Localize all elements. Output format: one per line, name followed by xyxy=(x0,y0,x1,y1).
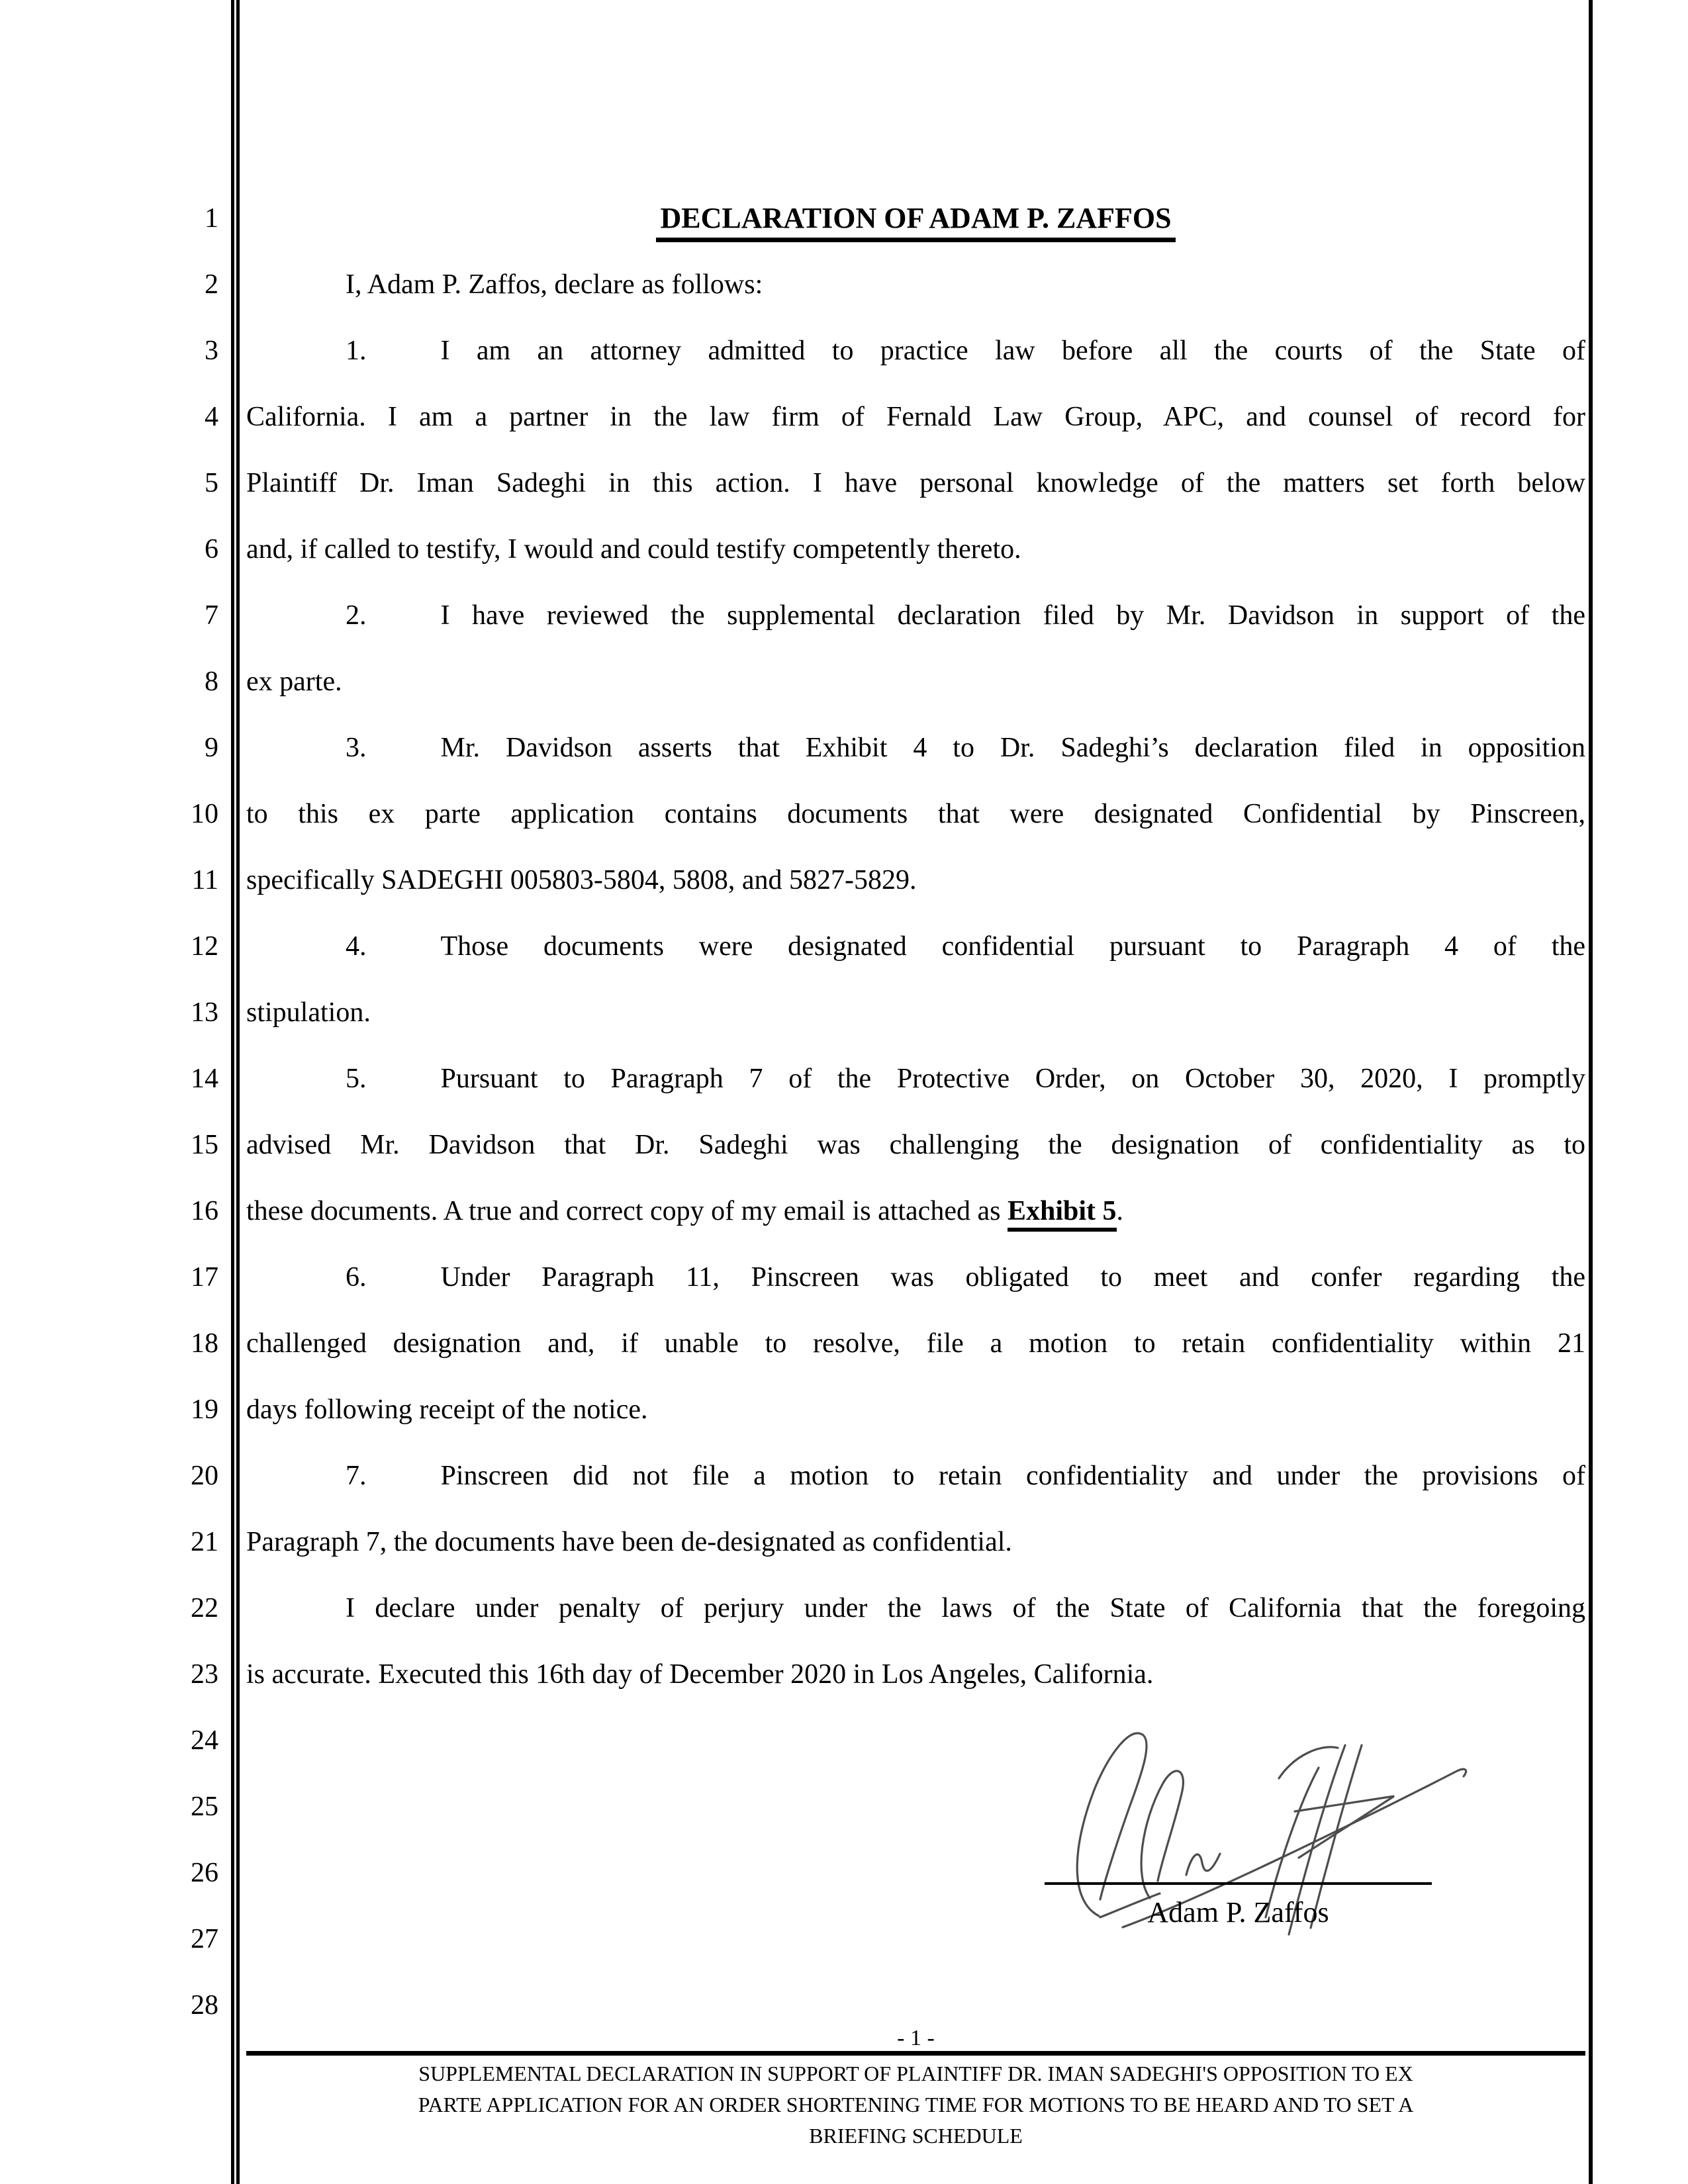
body-line xyxy=(246,1112,1585,1178)
line-number: 19 xyxy=(191,1394,218,1425)
text-segment: advised Mr. Davidson that Dr. Sadeghi was challenging the designation of confidentiality as to xyxy=(246,1130,1585,1160)
body-line xyxy=(246,1244,1585,1310)
body-line xyxy=(246,781,1585,847)
text-segment: Pursuant to Paragraph 7 of the Protective Order, on October 30, 2020, I promptly xyxy=(440,1064,1585,1094)
paragraph-number: 4. xyxy=(346,931,367,962)
body-line xyxy=(246,582,1585,649)
line-number: 25 xyxy=(191,1792,218,1822)
text-segment: Mr. Davidson asserts that Exhibit 4 to Dr. Sadeghi’s declaration filed in opposition xyxy=(440,733,1585,763)
right-rule xyxy=(1589,0,1593,2184)
body-line xyxy=(246,649,1585,715)
paragraph-number: 5. xyxy=(346,1064,367,1094)
body-line xyxy=(246,516,1585,582)
line-number: 17 xyxy=(191,1262,218,1293)
footer-title-line: BRIEFING SCHEDULE xyxy=(809,2124,1023,2148)
signature-name: Adam P. Zaffos xyxy=(1147,1896,1329,1929)
footer-title-line: PARTE APPLICATION FOR AN ORDER SHORTENING TIME FOR MOTIONS TO BE HEARD AND TO SET A xyxy=(418,2093,1414,2116)
footer-rule xyxy=(246,2051,1585,2056)
text-segment: I have reviewed the supplemental declaration filed by Mr. Davidson in support of the xyxy=(440,600,1585,631)
line-number: 5 xyxy=(205,468,218,498)
line-number: 7 xyxy=(205,600,218,631)
body-line xyxy=(246,384,1585,450)
line-number: 11 xyxy=(191,865,218,895)
line-number: 20 xyxy=(191,1461,218,1491)
line-number: 23 xyxy=(191,1659,218,1690)
body-line xyxy=(246,1443,1585,1509)
line-number: 22 xyxy=(191,1593,218,1623)
body-line xyxy=(246,1509,1585,1575)
line-number: 4 xyxy=(205,402,218,432)
body-line xyxy=(246,847,1585,913)
line-number: 6 xyxy=(205,534,218,565)
body-line xyxy=(246,318,1585,384)
text-segment: specifically SADEGHI 005803-5804, 5808, and 5827-5829. xyxy=(246,865,917,895)
text-segment: I am an attorney admitted to practice law before all the courts of the State of xyxy=(440,336,1585,366)
line-number: 15 xyxy=(191,1130,218,1160)
line-number: 18 xyxy=(191,1328,218,1359)
text-segment: I declare under penalty of perjury under the laws of the State of California that the foregoing xyxy=(346,1593,1585,1623)
line-number: 13 xyxy=(191,997,218,1028)
line-number: 3 xyxy=(205,336,218,366)
footer-title xyxy=(246,2058,1585,2152)
text-segment: days following receipt of the notice. xyxy=(246,1394,648,1425)
paragraph-number: 3. xyxy=(346,733,367,763)
line-number: 26 xyxy=(191,1858,218,1888)
line-number: 28 xyxy=(191,1990,218,2021)
body-line xyxy=(246,1178,1585,1244)
text-segment: I, Adam P. Zaffos, declare as follows: xyxy=(346,269,763,300)
page-number: - 1 - xyxy=(897,2026,935,2050)
line-number: 9 xyxy=(205,733,218,763)
body-line xyxy=(246,715,1585,781)
text-segment: Paragraph 7, the documents have been de-designated as confidential. xyxy=(246,1527,1012,1557)
left-double-rule xyxy=(231,0,240,2184)
line-number: 27 xyxy=(191,1924,218,1954)
paragraph-number: 7. xyxy=(346,1461,367,1491)
text-segment: California. I am a partner in the law firm of Fernald Law Group, APC, and counsel of record for xyxy=(246,402,1585,432)
text-segment: stipulation. xyxy=(246,997,371,1028)
paragraph-number: 6. xyxy=(346,1262,367,1293)
line-number: 21 xyxy=(191,1527,218,1557)
body-line xyxy=(246,913,1585,979)
text-segment: Under Paragraph 11, Pinscreen was obligated to meet and confer regarding the xyxy=(440,1262,1585,1293)
body-line xyxy=(246,1310,1585,1377)
line-number: 10 xyxy=(191,799,218,829)
line-number: 24 xyxy=(191,1725,218,1756)
body-line xyxy=(246,1046,1585,1112)
text-segment: Pinscreen did not file a motion to retain confidentiality and under the provisions of xyxy=(440,1461,1585,1491)
text-segment: to this ex parte application contains documents that were designated Confidential by Pinscreen, xyxy=(246,799,1585,829)
document-title-text: DECLARATION OF ADAM P. ZAFFOS xyxy=(656,202,1175,242)
line-number: 12 xyxy=(191,931,218,962)
document-title xyxy=(246,185,1585,251)
body-line xyxy=(246,251,1585,318)
text-segment: and, if called to testify, I would and could testify competently thereto. xyxy=(246,534,1021,565)
body-line xyxy=(246,450,1585,516)
line-number: 8 xyxy=(205,666,218,697)
text-segment: these documents. A true and correct copy of my email is attached as xyxy=(246,1196,1008,1226)
text-segment: Plaintiff Dr. Iman Sadeghi in this action. I have personal knowledge of the matters set forth below xyxy=(246,468,1585,498)
text-segment: . xyxy=(1116,1196,1124,1226)
line-number: 16 xyxy=(191,1196,218,1226)
text-segment: challenged designation and, if unable to resolve, file a motion to retain confidentiality within 21 xyxy=(246,1328,1585,1359)
text-segment: ex parte. xyxy=(246,666,342,697)
body-line xyxy=(246,979,1585,1046)
line-number: 14 xyxy=(191,1064,218,1094)
text-segment: is accurate. Executed this 16th day of December 2020 in Los Angeles, California. xyxy=(246,1659,1154,1690)
paragraph-number: 1. xyxy=(346,336,367,366)
line-number: 2 xyxy=(205,269,218,300)
line-number: 1 xyxy=(205,203,218,234)
text-segment: Those documents were designated confidential pursuant to Paragraph 4 of the xyxy=(440,931,1585,962)
body-line xyxy=(246,1575,1585,1641)
text-segment: Exhibit 5 xyxy=(1008,1196,1117,1232)
signature-line xyxy=(1045,1882,1432,1885)
body-line xyxy=(246,1377,1585,1443)
footer-title-line: SUPPLEMENTAL DECLARATION IN SUPPORT OF PLAINTIFF DR. IMAN SADEGHI'S OPPOSITION TO EX xyxy=(418,2062,1413,2085)
paragraph-number: 2. xyxy=(346,600,367,631)
